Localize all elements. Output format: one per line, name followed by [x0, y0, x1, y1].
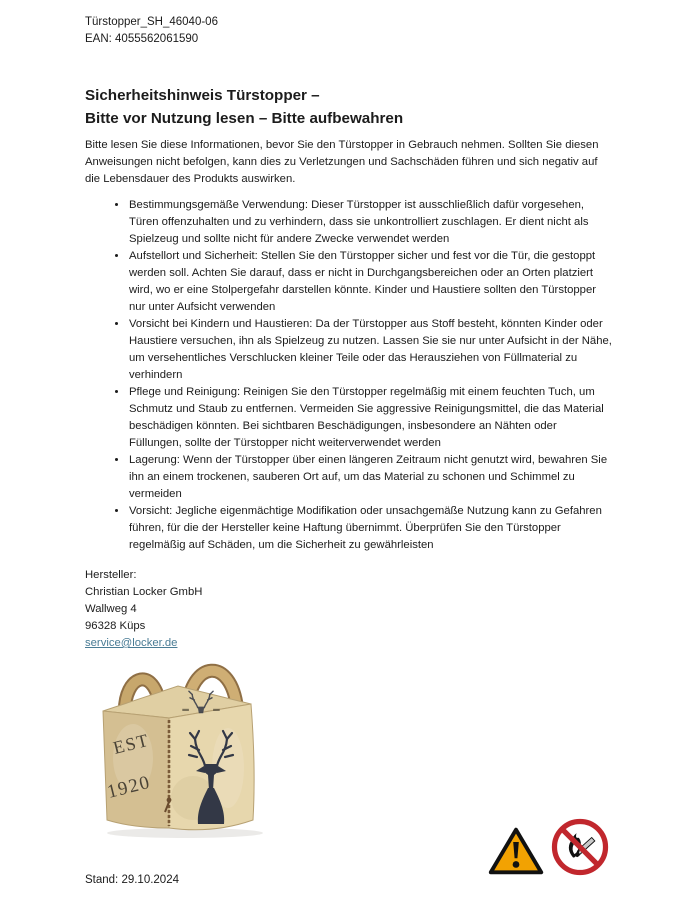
- page-title-line1: Sicherheitshinweis Türstopper –: [85, 87, 320, 104]
- manufacturer-label: Hersteller:: [85, 569, 137, 581]
- manufacturer-email-link[interactable]: service@locker.de: [85, 637, 178, 649]
- page-title-line2: Bitte vor Nutzung lesen – Bitte aufbewahren: [85, 110, 404, 127]
- document-header: [85, 14, 612, 48]
- page-title: [85, 84, 612, 130]
- ean-number: EAN: 4055562061590: [85, 33, 199, 45]
- manufacturer-name: Christian Locker GmbH: [85, 586, 203, 598]
- intro-paragraph: Bitte lesen Sie diese Informationen, bevor Sie den Türstopper in Gebrauch nehmen. Sollten Sie diesen Anweisungen nicht befolgen, kann dies zu Verletzungen und Sachschäden führen und sich negativ auf die Lebensdauer des Produkts auswirken.: [85, 139, 599, 185]
- safety-bullet-list: [85, 197, 612, 554]
- bullet-children-pets: • Vorsicht bei Kindern und Haustieren: Da der Türstopper aus Stoff besteht, könnten Kinder oder Haustiere versuchen, ihn als Spielzeug zu nutzen. Lassen Sie sie nur unter Aufsicht in der Nähe, um versehentliches Verschlucken kleiner Teile oder das Herausziehen von Füllmaterial zu verhindern: [128, 316, 612, 384]
- manufacturer-street: Wallweg 4: [85, 603, 137, 615]
- doorstop-cube-image: [93, 648, 308, 840]
- bullet-caution-modification: • Vorsicht: Jegliche eigenmächtige Modifikation oder unsachgemäße Nutzung kann zu Gefahren führen, für die der Hersteller keine Haftung übernimmt. Überprüfen Sie den Türstopper regelmäßig auf Schäden, um die Sicherheit zu gewährleisten: [128, 503, 612, 554]
- bullet-storage: • Lagerung: Wenn der Türstopper über einen längeren Zeitraum nicht genutzt wird, bewahren Sie ihn an einem trockenen, sauberen Ort auf, um das Material zu schonen und Schimmel zu vermeiden: [128, 452, 612, 503]
- bullet-intended-use: • Bestimmungsgemäße Verwendung: Dieser Türstopper ist ausschließlich dafür vorgesehen, Türen offenzuhalten und zu verhindern, dass sie unkontrolliert zuschlagen. Er dient nicht als Spielzeug und sollte nicht für andere Zwecke verwendet werden: [128, 197, 612, 248]
- manufacturer-city: 96328 Küps: [85, 620, 146, 632]
- revision-date: Stand: 29.10.2024: [85, 874, 179, 886]
- warning-triangle-icon: [488, 826, 544, 876]
- bullet-placement-safety: • Aufstellort und Sicherheit: Stellen Sie den Türstopper sicher und fest vor die Tür, die gestoppt werden soll. Achten Sie darauf, dass er nicht in Durchgangsbereichen oder an Orten platziert wird, wo er eine Stolpergefahr darstellen könnte. Kinder und Haustiere sollten den Türstopper nur unter Aufsicht verwenden: [128, 248, 612, 316]
- safety-pictograms: [488, 818, 609, 876]
- no-open-flame-icon: [551, 818, 609, 876]
- manufacturer-block: [85, 567, 612, 652]
- product-photo: [93, 648, 308, 840]
- year-label: 1920: [105, 771, 153, 803]
- document-content: [85, 14, 612, 652]
- bullet-care-cleaning: • Pflege und Reinigung: Reinigen Sie den Türstopper regelmäßig mit einem feuchten Tuch, um Schmutz und Staub zu entfernen. Vermeiden Sie aggressive Reinigungsmittel, die das Material beschädigen könnten. Bei sichtbaren Beschädigungen, insbesondere an Nähten oder Füllungen, sollte der Türstopper nicht weiterverwendet werden: [128, 384, 612, 452]
- est-label: EST: [111, 729, 152, 758]
- document-id: Türstopper_SH_46040-06: [85, 16, 218, 28]
